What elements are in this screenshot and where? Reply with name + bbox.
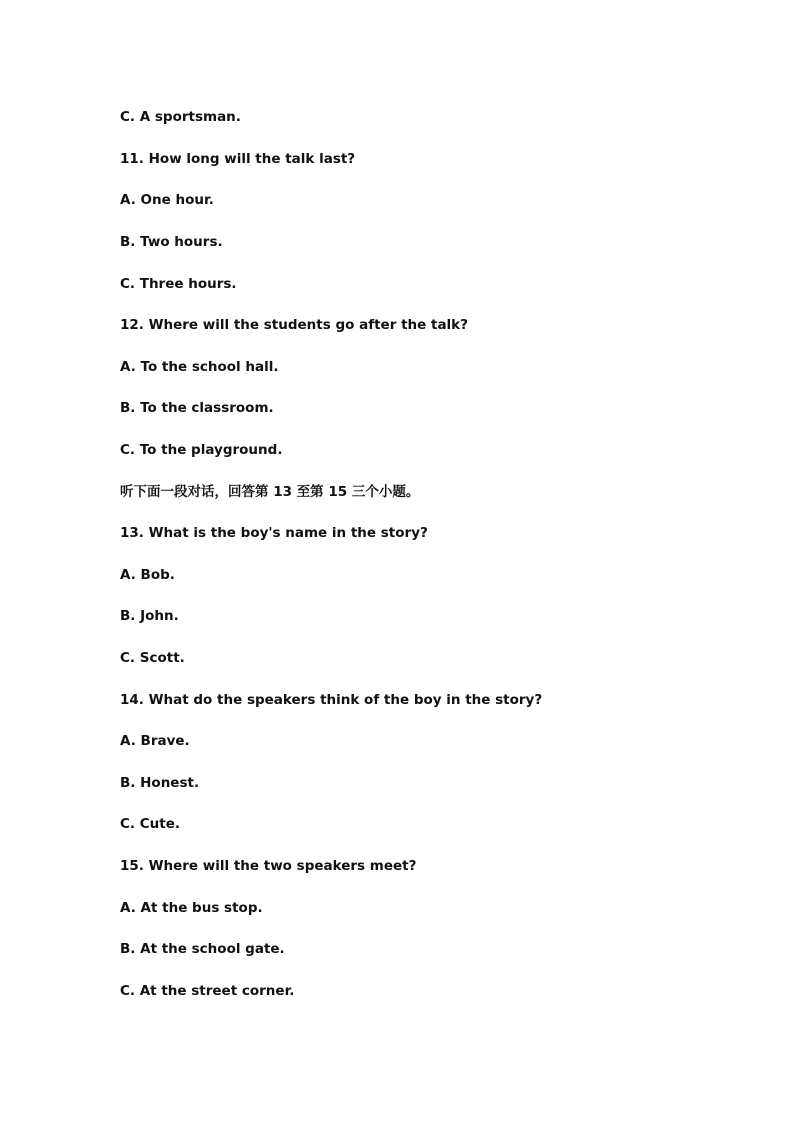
question-11: 11. How long will the talk last? <box>120 151 356 167</box>
option-15a: A. At the bus stop. <box>120 900 263 916</box>
option-13c: C. Scott. <box>120 650 185 666</box>
option-12a: A. To the school hall. <box>120 359 279 375</box>
option-12c: C. To the playground. <box>120 442 283 458</box>
option-14a: A. Brave. <box>120 733 190 749</box>
option-13a: A. Bob. <box>120 567 175 583</box>
option-15c: C. At the street corner. <box>120 983 295 999</box>
question-13: 13. What is the boy's name in the story? <box>120 525 428 541</box>
option-14b: B. Honest. <box>120 775 200 791</box>
option-15b: B. At the school gate. <box>120 941 285 957</box>
option-11a: A. One hour. <box>120 192 214 208</box>
question-15: 15. Where will the two speakers meet? <box>120 858 417 874</box>
option-14c: C. Cute. <box>120 816 180 832</box>
question-12: 12. Where will the students go after the talk? <box>120 317 468 333</box>
option-11b: B. Two hours. <box>120 234 223 250</box>
option-11c: C. Three hours. <box>120 276 237 292</box>
section-instruction: 听下面一段对话，回答第 13 至第 15 三个小题。 <box>120 484 420 500</box>
option-10c: C. A sportsman. <box>120 109 241 125</box>
option-13b: B. John. <box>120 608 179 624</box>
question-14: 14. What do the speakers think of the boy in the story? <box>120 692 543 708</box>
option-12b: B. To the classroom. <box>120 400 274 416</box>
